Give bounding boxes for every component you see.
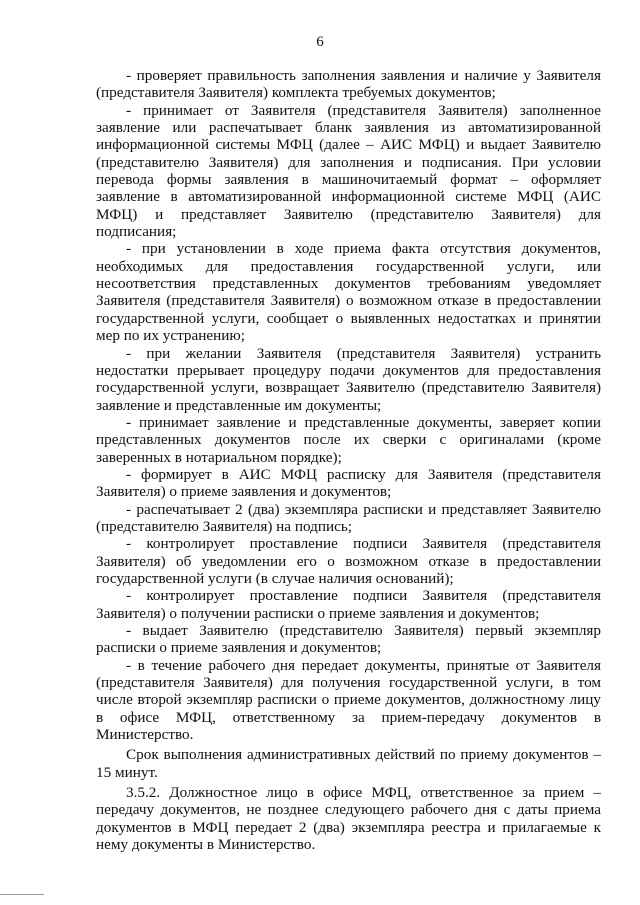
paragraph: - принимает от Заявителя (представителя Заявителя) заполненное заявление или распечатывает бланк заявления из автоматизированной информационной системы МФЦ (далее – АИС МФЦ) и выдает Заявителю (представителю Заявителя) для заполнения и подписания. При условии перевода формы заявления в машиночитаемый формат – оформляет заявление в автоматизированной информационной системе МФЦ (АИС МФЦ) и представляет Заявителю (представителю Заявителя) для подписания; bbox=[96, 101, 601, 241]
paragraph: - проверяет правильность заполнения заявления и наличие у Заявителя (представителя Заявителя) комплекта требуемых документов; bbox=[96, 67, 601, 102]
paragraph: - выдает Заявителю (представителю Заявителя) первый экземпляр расписки о приеме заявления и документов; bbox=[96, 622, 601, 657]
paragraph: - принимает заявление и представленные документы, заверяет копии представленных документов после их сверки с оригиналами (кроме заверенных в нотариальном порядке); bbox=[96, 413, 601, 466]
paragraph: - контролирует проставление подписи Заявителя (представителя Заявителя) о получении расписки о приеме заявления и документов; bbox=[96, 587, 601, 622]
paragraph: - формирует в АИС МФЦ расписку для Заявителя (представителя Заявителя) о приеме заявления и документов; bbox=[96, 465, 601, 501]
paragraph: 3.5.2. Должностное лицо в офисе МФЦ, ответственное за прием – передачу документов, не позднее следующего рабочего дня с даты приема документов в МФЦ передает 2 (два) экземпляра реестра и прилагаемые к нему документы в Министерство. bbox=[96, 784, 601, 854]
paragraph: - в течение рабочего дня передает документы, принятые от Заявителя (представителя Заявителя) для получения государственной услуги, в том числе второй экземпляр расписки о приеме документов, должностному лицу в офисе МФЦ, ответственному за прием-передачу документов в Министерство. bbox=[96, 656, 601, 744]
page-number: 6 bbox=[316, 34, 324, 50]
paragraph: - распечатывает 2 (два) экземпляра расписки и представляет Заявителю (представителю Заявителя) на подпись; bbox=[96, 500, 601, 535]
paragraph: - при желании Заявителя (представителя Заявителя) устранить недостатки прерывает процедуру подачи документов для предоставления государственной услуги, возвращает Заявителю (представителю Заявителя) заявление и представленные им документы; bbox=[96, 344, 601, 414]
paragraph: Срок выполнения административных действий по приему документов – 15 минут. bbox=[96, 746, 601, 781]
paragraph: - контролирует проставление подписи Заявителя (представителя Заявителя) об уведомлении его о возможном отказе в предоставлении государственной услуги (в случае наличия оснований); bbox=[96, 535, 601, 587]
scan-edge-line bbox=[0, 894, 44, 895]
document-body bbox=[96, 67, 601, 853]
paragraph: - при установлении в ходе приема факта отсутствия документов, необходимых для предоставления государственной услуги, или несоответствия представленных документов требованиям уведомляет Заявителя (представителя Заявителя) о возможном отказе в предоставлении государственной услуги, сообщает о выявленных недостатках и принятии мер по их устранению; bbox=[96, 240, 601, 345]
